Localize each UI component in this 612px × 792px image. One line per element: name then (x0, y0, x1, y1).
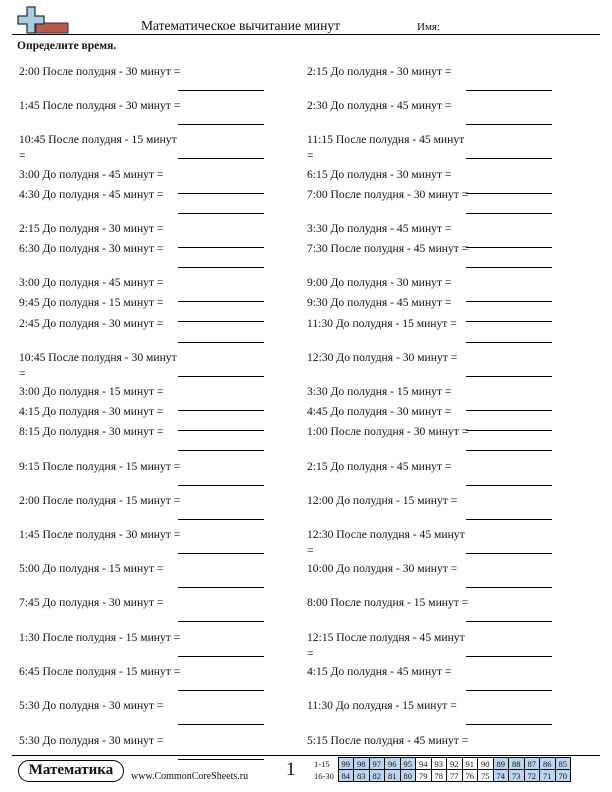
answer-blank[interactable] (178, 342, 264, 343)
score-cell: 83 (354, 770, 370, 782)
answer-blank[interactable] (466, 656, 552, 657)
problem-question: 12:15 После полудня - 45 минут = (307, 631, 465, 660)
score-cell: 80 (400, 770, 416, 782)
problem-item (307, 187, 577, 219)
score-cell: 98 (354, 758, 370, 770)
score-row (312, 758, 571, 770)
problem-item (19, 493, 289, 525)
problem-question: 3:30 До полудня - 45 минут = (307, 222, 452, 235)
problem-item (307, 561, 577, 593)
score-cell: 88 (509, 758, 525, 770)
answer-blank[interactable] (466, 90, 552, 91)
problem-question: 12:30 До полудня - 30 минут = (307, 351, 458, 364)
problem-question: 2:15 До полудня - 45 минут = (307, 460, 452, 473)
problem-item (307, 527, 577, 559)
score-cell: 85 (555, 758, 571, 770)
answer-blank[interactable] (466, 450, 552, 451)
problem-item (307, 132, 577, 164)
score-cell: 94 (416, 758, 432, 770)
problem-question: 7:00 После полудня - 30 минут = (307, 188, 469, 201)
problem-question: 1:45 После полудня - 30 минут = (19, 99, 181, 112)
answer-blank[interactable] (466, 124, 552, 125)
problem-item (307, 595, 577, 627)
score-cell: 75 (478, 770, 494, 782)
problem-question: 9:45 До полудня - 15 минут = (19, 296, 164, 309)
score-cell: 97 (369, 758, 385, 770)
problem-question: 8:00 После полудня - 15 минут = (307, 596, 469, 609)
problem-question: 2:30 До полудня - 45 минут = (307, 99, 452, 112)
problem-question: 9:30 До полудня - 45 минут = (307, 296, 452, 309)
problem-item (307, 664, 577, 696)
problem-item (307, 64, 577, 96)
problem-question: 2:00 После полудня - 30 минут = (19, 65, 181, 78)
score-cell: 81 (385, 770, 401, 782)
problem-question: 8:15 До полудня - 30 минут = (19, 425, 164, 438)
answer-blank[interactable] (466, 690, 552, 691)
score-cell: 92 (447, 758, 463, 770)
problem-question: 4:45 До полудня - 30 минут = (307, 405, 452, 418)
problem-question: 9:00 До полудня - 30 минут = (307, 276, 452, 289)
problem-item (19, 350, 289, 382)
problem-item (19, 241, 289, 273)
answer-blank[interactable] (178, 759, 264, 760)
score-row (312, 770, 571, 782)
answer-blank[interactable] (466, 213, 552, 214)
score-cell: 93 (431, 758, 447, 770)
answer-blank[interactable] (466, 724, 552, 725)
problem-item (307, 698, 577, 730)
answer-blank[interactable] (466, 342, 552, 343)
problem-item (19, 316, 289, 348)
score-row-label: 1-15 (314, 758, 330, 769)
answer-blank[interactable] (178, 724, 264, 725)
score-cell: 91 (462, 758, 478, 770)
subject-badge: Математика (18, 760, 124, 782)
answer-blank[interactable] (466, 587, 552, 588)
score-cell: 87 (524, 758, 540, 770)
problem-item (19, 527, 289, 559)
answer-blank[interactable] (178, 267, 264, 268)
problem-question: 11:15 После полудня - 45 минут = (307, 133, 465, 162)
answer-blank[interactable] (466, 158, 552, 159)
problem-question: 10:00 До полудня - 30 минут = (307, 562, 458, 575)
problem-item (19, 664, 289, 696)
score-cell: 77 (447, 770, 463, 782)
answer-blank[interactable] (178, 690, 264, 691)
problem-item (307, 493, 577, 525)
score-cell: 71 (540, 770, 556, 782)
problem-question: 5:30 До полудня - 30 минут = (19, 699, 164, 712)
score-cell: 86 (540, 758, 556, 770)
problem-question: 10:45 После полудня - 15 минут = (19, 133, 177, 162)
page-title: Математическое вычитание минут (141, 18, 340, 33)
page-number: 1 (286, 759, 296, 780)
problem-question: 3:00 До полудня - 45 минут = (19, 276, 164, 289)
problem-question: 1:00 После полудня - 30 минут = (307, 425, 469, 438)
problem-item (307, 98, 577, 130)
answer-blank[interactable] (466, 376, 552, 377)
problem-item (19, 459, 289, 491)
answer-blank[interactable] (178, 485, 264, 486)
problem-item (19, 698, 289, 730)
answer-blank[interactable] (466, 621, 552, 622)
problem-question: 11:30 До полудня - 15 минут = (307, 317, 457, 330)
instructions: Определите время. (17, 40, 117, 52)
problem-question: 11:30 До полудня - 15 минут = (307, 699, 457, 712)
problem-item (19, 561, 289, 593)
answer-blank[interactable] (178, 656, 264, 657)
problem-question: 9:15 После полудня - 15 минут = (19, 460, 181, 473)
answer-blank[interactable] (466, 519, 552, 520)
score-cell: 73 (509, 770, 525, 782)
score-cell: 90 (478, 758, 494, 770)
problem-item (307, 424, 577, 456)
answer-blank[interactable] (178, 376, 264, 377)
answer-blank[interactable] (466, 553, 552, 554)
problem-item (307, 316, 577, 348)
problem-item (307, 350, 577, 382)
problem-question: 12:30 После полудня - 45 минут = (307, 528, 465, 557)
score-cell: 78 (431, 770, 447, 782)
score-cell: 76 (462, 770, 478, 782)
score-cell: 79 (416, 770, 432, 782)
problem-question: 5:15 После полудня - 45 минут = (307, 734, 469, 747)
problem-item (19, 187, 289, 219)
problem-question: 3:30 До полудня - 15 минут = (307, 385, 452, 398)
problem-item (19, 132, 289, 164)
answer-blank[interactable] (178, 124, 264, 125)
problem-question: 7:45 До полудня - 30 минут = (19, 596, 164, 609)
header-divider (12, 34, 600, 35)
problem-question: 4:15 До полудня - 30 минут = (19, 405, 164, 418)
problem-question: 6:30 До полудня - 30 минут = (19, 242, 164, 255)
score-cell: 70 (555, 770, 571, 782)
problem-question: 3:00 До полудня - 15 минут = (19, 385, 164, 398)
problem-item (307, 630, 577, 662)
score-cell: 82 (369, 770, 385, 782)
score-cell: 89 (493, 758, 509, 770)
answer-blank[interactable] (178, 621, 264, 622)
answer-blank[interactable] (178, 213, 264, 214)
problem-item (19, 98, 289, 130)
problem-question: 1:45 После полудня - 30 минут = (19, 528, 181, 541)
score-cell: 95 (400, 758, 416, 770)
score-table (312, 757, 571, 782)
answer-blank[interactable] (466, 485, 552, 486)
problem-question: 1:30 После полудня - 15 минут = (19, 631, 181, 644)
problem-question: 7:30 После полудня - 45 минут = (307, 242, 469, 255)
answer-blank[interactable] (178, 450, 264, 451)
score-cell: 96 (385, 758, 401, 770)
answer-blank[interactable] (178, 90, 264, 91)
score-cell: 99 (338, 758, 354, 770)
footer-divider (12, 755, 600, 756)
score-cell: 72 (524, 770, 540, 782)
problem-item (307, 459, 577, 491)
problem-question: 5:00 До полудня - 15 минут = (19, 562, 164, 575)
score-cell: 74 (493, 770, 509, 782)
problem-item (307, 241, 577, 273)
answer-blank[interactable] (466, 267, 552, 268)
score-cell: 84 (338, 770, 354, 782)
problem-question: 4:15 До полудня - 45 минут = (307, 665, 452, 678)
problem-item (19, 424, 289, 456)
problem-question: 6:45 После полудня - 15 минут = (19, 665, 181, 678)
problem-question: 12:00 До полудня - 15 минут = (307, 494, 458, 507)
problem-question: 2:00 После полудня - 15 минут = (19, 494, 181, 507)
answer-blank[interactable] (178, 553, 264, 554)
site-url: www.CommonCoreSheets.ru (131, 771, 249, 782)
problem-item (19, 64, 289, 96)
problem-item (19, 630, 289, 662)
problem-question: 6:15 До полудня - 30 минут = (307, 168, 452, 181)
answer-blank[interactable] (178, 519, 264, 520)
answer-blank[interactable] (178, 587, 264, 588)
name-label: Имя: (417, 21, 441, 33)
problem-question: 2:45 До полудня - 30 минут = (19, 317, 164, 330)
score-row-label: 16-30 (314, 770, 334, 781)
problem-question: 5:30 До полудня - 30 минут = (19, 734, 164, 747)
problem-question: 10:45 После полудня - 30 минут = (19, 351, 177, 380)
problem-question: 2:15 До полудня - 30 минут = (19, 222, 164, 235)
answer-blank[interactable] (178, 158, 264, 159)
problem-question: 2:15 До полудня - 30 минут = (307, 65, 452, 78)
problem-question: 3:00 До полудня - 45 минут = (19, 168, 164, 181)
problem-question: 4:30 До полудня - 45 минут = (19, 188, 164, 201)
problem-item (19, 595, 289, 627)
